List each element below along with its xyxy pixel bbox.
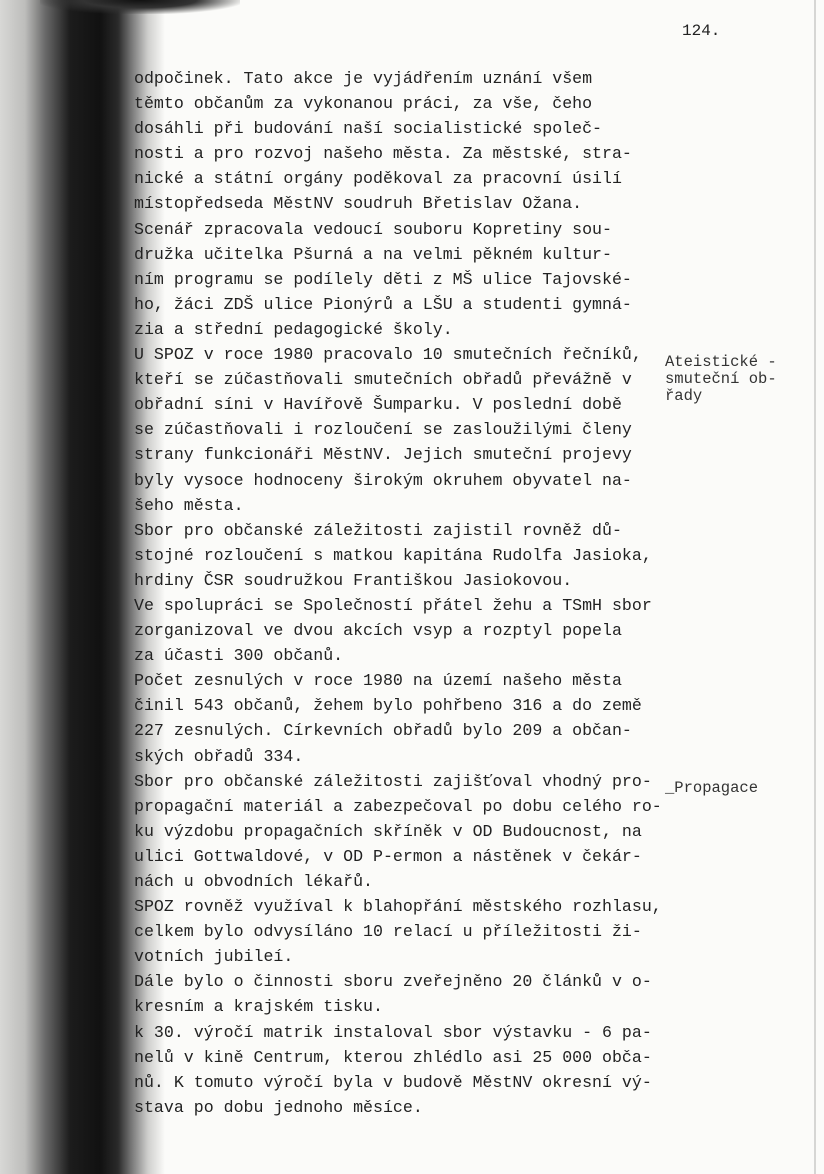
page-edge <box>814 0 816 1174</box>
text-line: za účasti 300 občanů. <box>134 646 344 666</box>
text-line: propagační materiál a zabezpečoval po dobu celého ro- <box>134 796 662 816</box>
text-line: kteří se zúčastňovali smutečních obřadů převážně v <box>134 370 632 390</box>
text-line: dosáhli při budování naší socialistické společ- <box>134 119 603 139</box>
text-line: Scenář zpracovala vedoucí souboru Kopretiny sou- <box>134 219 612 239</box>
text-line: stava po dobu jednoho měsíce. <box>134 1097 423 1117</box>
text-line: šeho města. <box>134 495 244 515</box>
text-line: votních jubileí. <box>134 947 294 967</box>
page-number: 124. <box>682 22 721 40</box>
text-line: k 30. výročí matrik instaloval sbor výstavku - 6 pa- <box>134 1022 652 1042</box>
text-line: odpočinek. Tato akce je vyjádřením uznání všem <box>134 69 593 88</box>
text-line: nelů v kině Centrum, kterou zhlédlo asi 25 000 obča- <box>134 1047 652 1067</box>
margin-note-atheist-ceremonies: Ateistické - smuteční ob- řady <box>665 353 777 405</box>
text-line: U SPOZ v roce 1980 pracovalo 10 smutečních řečníků, <box>134 345 642 365</box>
text-line: Sbor pro občanské záležitosti zajistil rovněž dů- <box>134 520 622 540</box>
text-line: družka učitelka Pšurná a na velmi pěkném kultur- <box>134 244 612 264</box>
text-line: byly vysoce hodnoceny širokým okruhem obyvatel na- <box>134 470 632 490</box>
text-line: Sbor pro občanské záležitosti zajišťoval vhodný pro- <box>134 771 652 791</box>
text-line: strany funkcionáři MěstNV. Jejich smuteční projevy <box>134 445 632 465</box>
text-line: ulici Gottwaldové, v OD P-ermon a nástěnek v čekár- <box>134 846 642 866</box>
text-line: Ve spolupráci se Společností přátel žehu a TSmH sbor <box>134 595 652 615</box>
text-line: činil 543 občanů, žehem bylo pohřbeno 316 a do země <box>134 696 642 716</box>
text-line: Dále bylo o činnosti sboru zveřejněno 20 článků v o- <box>134 972 652 992</box>
text-line: se zúčastňovali i rozloučení se zasloužilými členy <box>134 420 632 440</box>
text-line: 227 zesnulých. Církevních obřadů bylo 209 a občan- <box>134 721 632 741</box>
text-line: obřadní síni v Havířově Šumparku. V poslední době <box>134 395 622 415</box>
text-line: SPOZ rovněž využíval k blahopřání městského rozhlasu, <box>134 897 662 917</box>
text-line: místopředseda MěstNV soudruh Břetislav Ožana. <box>134 194 583 214</box>
text-line: ských obřadů 334. <box>134 746 304 766</box>
text-line: celkem bylo odvysíláno 10 relací u příležitosti ži- <box>134 922 642 942</box>
text-line: nosti a pro rozvoj našeho města. Za městské, stra- <box>134 144 632 164</box>
text-line: nické a státní orgány poděkoval za pracovní úsilí <box>134 169 622 189</box>
text-line: ním programu se podílely děti z MŠ ulice Tajovské- <box>134 269 632 289</box>
text-line: hrdiny ČSR soudružkou Františkou Jasiokovou. <box>134 570 573 590</box>
text-line: zorganizoval ve dvou akcích vsyp a rozptyl popela <box>134 621 622 641</box>
text-line: těmto občanům za vykonanou práci, za vše, čeho <box>134 94 593 114</box>
text-line: Počet zesnulých v roce 1980 na území našeho města <box>134 671 622 691</box>
text-line: ho, žáci ZDŠ ulice Pionýrů a LŠU a studenti gymná- <box>134 294 632 314</box>
typewritten-body <box>134 66 662 1120</box>
text-line: zia a střední pedagogické školy. <box>134 319 453 339</box>
text-line: kresním a krajském tisku. <box>134 997 383 1017</box>
text-line: nách u obvodních lékařů. <box>134 872 373 891</box>
text-line: stojné rozloučení s matkou kapitána Rudolfa Jasioka, <box>134 545 652 565</box>
book-binding-shadow <box>40 0 240 14</box>
text-line: ku výzdobu propagačních skříněk v OD Budoucnost, na <box>134 821 642 841</box>
margin-note-promotion: _Propagace <box>665 779 759 797</box>
text-line: nů. K tomuto výročí byla v budově MěstNV okresní vý- <box>134 1072 652 1092</box>
